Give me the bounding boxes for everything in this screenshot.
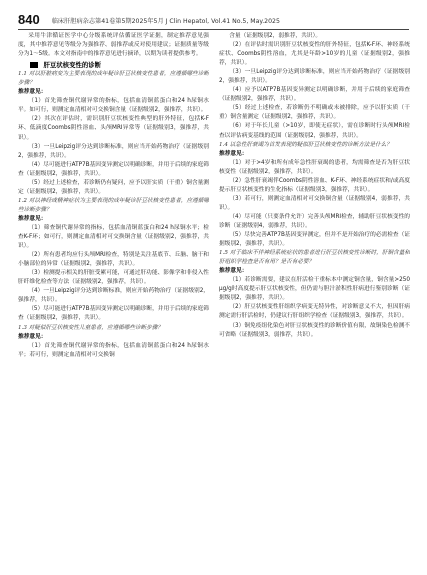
recommendation-item: （5）尽可能进行ATP7B基因变异测定以明确诊断，并用于后续的家庭筛查（证据级别2，强推荐，共识）。 (18, 306, 209, 322)
page-number: 840 (18, 12, 40, 27)
recommendation-item: （3）一旦Leipzig评分达到诊断标准，则应当开始药物治疗（证据级别2，强推荐，共识）。 (219, 69, 410, 85)
recommendation-item: （6）对于年长儿童（>10岁，即使无症状），需在诊断时行头颅MRI检查以评估病变基线的范围（证据级别2，强推荐，共识）。 (219, 123, 410, 139)
recommendation-label: 推荐意见： (18, 215, 47, 222)
body-paragraph: 含量（证据级别2，弱推荐，共识）。 (229, 33, 322, 39)
recommendation-item: （3）一旦Leipzig评分达到诊断标准，则应当开始药物治疗（证据级别2，强推荐，共识）。 (18, 143, 209, 159)
recommendation-label: 推荐意见： (18, 333, 47, 340)
recommendation-item: （5）尽快完善ATP7B基因变异测定，但并不是开始治疗的必需检查（证据级别2，强推荐，共识）。 (219, 232, 410, 248)
recommendation-item: （3）若可行，则测定血清相对可交换铜含量（证据级别4，弱推荐，共识）。 (219, 195, 410, 211)
recommendation-item: （3）铜免疫组化染色对肝豆状核变性的诊断价值有限，故铜染色检测不可省略（证据级别3，弱推荐，共识）。 (219, 322, 410, 338)
recommendation-item: （4）一旦Leipzig评分达到诊断标准，则应开始药物治疗（证据级别2，强推荐，共识）。 (18, 288, 209, 304)
recommendation-item: （1）筛查铜代谢异常的指标，包括血清铜蓝蛋白和24 h尿铜水平；检查K-F环；如可行，则测定血清相对可交换铜含量（证据级别2，强推荐，共识）。 (18, 224, 209, 250)
recommendation-item: （1）首先筛查铜代谢异常的指标，包括血清铜蓝蛋白和24 h尿铜水平；若可行，则测定血清相对可交换铜 (18, 342, 209, 358)
section-heading-text: 肝豆状核变性的诊断 (43, 61, 102, 70)
recommendation-item: （1）若诊断需要，建议在肝活检干重标本中测定铜含量，铜含量>250 μg/g时高度提示肝豆状核变性，但仍需与胆汁淤积性肝病进行鉴别诊断（证据级别2，强推荐，共识）。 (219, 277, 410, 302)
recommendation-item: （5）经过上述检查，若诊断仍不明确或未被排除，应予以肝实质（干重）铜含量测定（证据级别2，强推荐，共识）。 (219, 105, 410, 121)
recommendation-item: （4）应予以ATP7B基因变异测定以明确诊断，并用于后续的家庭筛查（证据级别2，强推荐，共识）。 (219, 87, 410, 103)
section-marker-icon (30, 62, 38, 68)
journal-citation: 临床肝胆病杂志第41卷第5期2025年5月 J Clin Hepatol, Vol.41 No.5, May.2025 (51, 18, 280, 26)
body-paragraph: 采用牛津循证医学中心分级系统评估循证医学证据，制定推荐意见强度，其中推荐意见等级分为强推荐、弱推荐或反对使用建议；证据质量等级分为1～5级。本文对指南中的推荐意见进行摘译，以期为读者提供参考。 (18, 33, 209, 58)
page-header (18, 6, 409, 30)
recommendation-item: （2）其次在评估时，需识别肝豆状核变性典型的肝外特征，包括K-F环、低滴度Coombs阴性溶血、头颅MRI异常等（证据级别3，强推荐，共识）。 (18, 116, 209, 141)
question-heading: 1.2 对以神经或精神症状为主要表现的成年疑诊肝豆状核变性患者，应遵循哪些诊断步骤？ (18, 197, 209, 213)
question-heading: 1.3 对疑似肝豆状核变性儿童患者，应遵循哪些诊断步骤？ (18, 324, 163, 331)
article-body (18, 32, 411, 571)
recommendation-item: （4）尽可能（只要条件允许）完善头颅MRI检查，辅助肝豆状核变性的诊断（证据级别4，弱推荐，共识）。 (219, 213, 410, 229)
recommendation-item: （1）首先筛查铜代谢异常的指标，包括血清铜蓝蛋白和24 h尿铜水平。如可行，则测定血清相对可交换铜含量（证据级别2，强推荐，共识）。 (18, 98, 209, 114)
section-heading (18, 61, 209, 70)
recommendation-item: （2）急性肝衰竭伴Coombs阴性溶血、K-F环、神经系统症状和/或高度提示肝豆状核变性的生化指标（证据级别3，强推荐，共识）。 (219, 177, 410, 193)
recommendation-item: （2）肝豆状核变性肝组织学病变无特异性，对诊断意义不大，但因肝病测定需行肝活检时，仍建议行肝组织学检查（证据级别3，强推荐，共识）。 (219, 304, 410, 320)
recommendation-label: 推荐意见： (18, 89, 47, 96)
recommendation-item: （4）尽可能进行ATP7B基因变异测定以明确诊断，并用于后续的家庭筛查（证据级别2，强推荐，共识）。 (18, 161, 209, 177)
recommendation-item: （2）所有患者均应行头颅MRI检查，特别是关注基底节、丘脑、脑干和小脑部位的异常（证据级别2，强推荐，共识）。 (18, 252, 209, 268)
recommendation-label: 推荐意见： (219, 150, 248, 157)
recommendation-item: （1）对于>4岁和所有成年急性肝衰竭的患者，均需筛查是否为肝豆状核变性（证据级别2，强推荐，共识）。 (219, 159, 410, 175)
right-column (219, 32, 410, 571)
question-heading: 1.1 对以肝脏病变为主要表现的成年疑诊肝豆状核变性患者，应遵循哪些诊断步骤？ (18, 71, 209, 87)
recommendation-item: （5）经过上述检查，若诊断仍有疑问，应予以肝实质（干重）铜含量测定（证据级别2，强推荐，共识）。 (18, 179, 209, 195)
recommendation-label: 推荐意见： (219, 268, 248, 275)
question-heading: 1.4 以急性肝衰竭为首发表现的疑似肝豆状核变性的诊断方法是什么？ (219, 141, 392, 148)
left-column (18, 32, 209, 571)
recommendation-item: （3）检测提示相关的肝脏受累可能，可通过肝功能、影像学和非侵入性肝纤维化检查等方法（证据级别2，强推荐，共识）。 (18, 270, 209, 286)
recommendation-item: （2）在评估时需识别肝豆状核变性的肝外特征，包括K-F环、神经系统症状、Coombs阴性溶血，尤其是年龄>10岁的儿童（证据级别2，强推荐，共识）。 (219, 42, 410, 67)
question-heading: 1.5 对于临床不伴神经系统症状的患者进行肝豆状核变性诊断时，肝铜含量和肝组织学检查是否有用？是否有必要？ (219, 250, 410, 266)
